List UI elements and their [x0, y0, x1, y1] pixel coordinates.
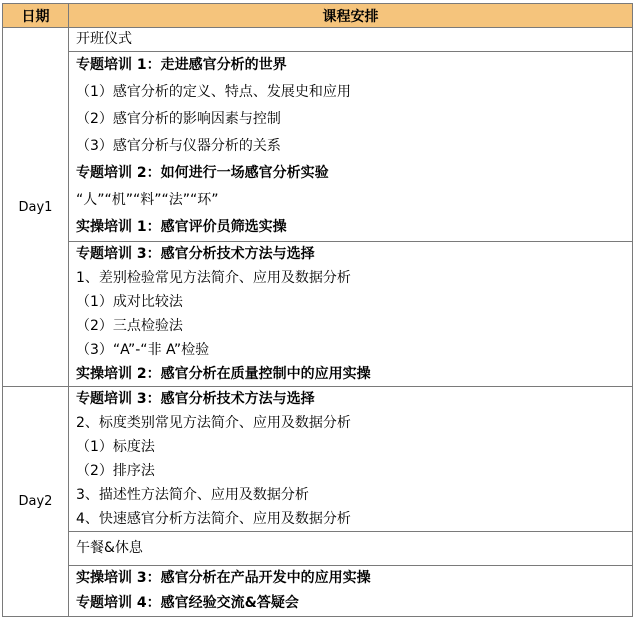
topic-title: 专题培训 3：感官分析技术方法与选择	[76, 246, 315, 262]
topic-item: （1）标度法	[76, 439, 155, 455]
day1-row-opening	[3, 28, 633, 52]
day1-label: Day1	[3, 28, 69, 387]
day1-row-morning	[3, 52, 633, 242]
header-schedule: 课程安排	[69, 4, 633, 28]
topic-item: （2）三点检验法	[76, 318, 183, 334]
day2-block-morning	[69, 387, 633, 532]
topic-item: （3）感官分析与仪器分析的关系	[76, 138, 281, 154]
lunch-break: 午餐&休息	[76, 540, 143, 556]
day1-row-afternoon	[3, 242, 633, 387]
topic-item: 3、描述性方法简介、应用及数据分析	[76, 487, 309, 503]
topic-item: （1）成对比较法	[76, 294, 183, 310]
topic-item: （3）“A”-“非 A”检验	[76, 342, 210, 358]
day2-label: Day2	[3, 387, 69, 617]
topic-title: 专题培训 2：如何进行一场感官分析实验	[76, 165, 329, 181]
topic-item: （2）排序法	[76, 463, 155, 479]
header-date: 日期	[3, 4, 69, 28]
topic-item: （2）感官分析的影响因素与控制	[76, 111, 281, 127]
day2-row-afternoon	[3, 566, 633, 617]
topic-item: （1）感官分析的定义、特点、发展史和应用	[76, 84, 351, 100]
topic-title: 专题培训 3：感官分析技术方法与选择	[76, 391, 315, 407]
topic-item: “人”“机”“料”“法”“环”	[76, 192, 219, 208]
practice-title: 实操培训 3：感官分析在产品开发中的应用实操	[76, 570, 371, 586]
schedule-table	[2, 3, 633, 617]
topic-title: 专题培训 4：感官经验交流&答疑会	[76, 595, 299, 611]
day2-row-lunch	[3, 532, 633, 566]
day2-block-afternoon	[69, 566, 633, 617]
day2-block-lunch	[69, 532, 633, 566]
header-row	[3, 4, 633, 28]
topic-item: 4、快速感官分析方法简介、应用及数据分析	[76, 511, 351, 527]
day1-block-opening	[69, 28, 633, 52]
practice-title: 实操培训 1：感官评价员筛选实操	[76, 219, 287, 235]
opening-ceremony: 开班仪式	[76, 31, 132, 47]
day1-block-morning	[69, 52, 633, 242]
practice-title: 实操培训 2：感官分析在质量控制中的应用实操	[76, 366, 371, 382]
topic-title: 专题培训 1：走进感官分析的世界	[76, 57, 287, 73]
day2-row-morning	[3, 387, 633, 532]
topic-item: 1、差别检验常见方法简介、应用及数据分析	[76, 270, 351, 286]
topic-item: 2、标度类别常见方法简介、应用及数据分析	[76, 415, 351, 431]
day1-block-afternoon	[69, 242, 633, 387]
